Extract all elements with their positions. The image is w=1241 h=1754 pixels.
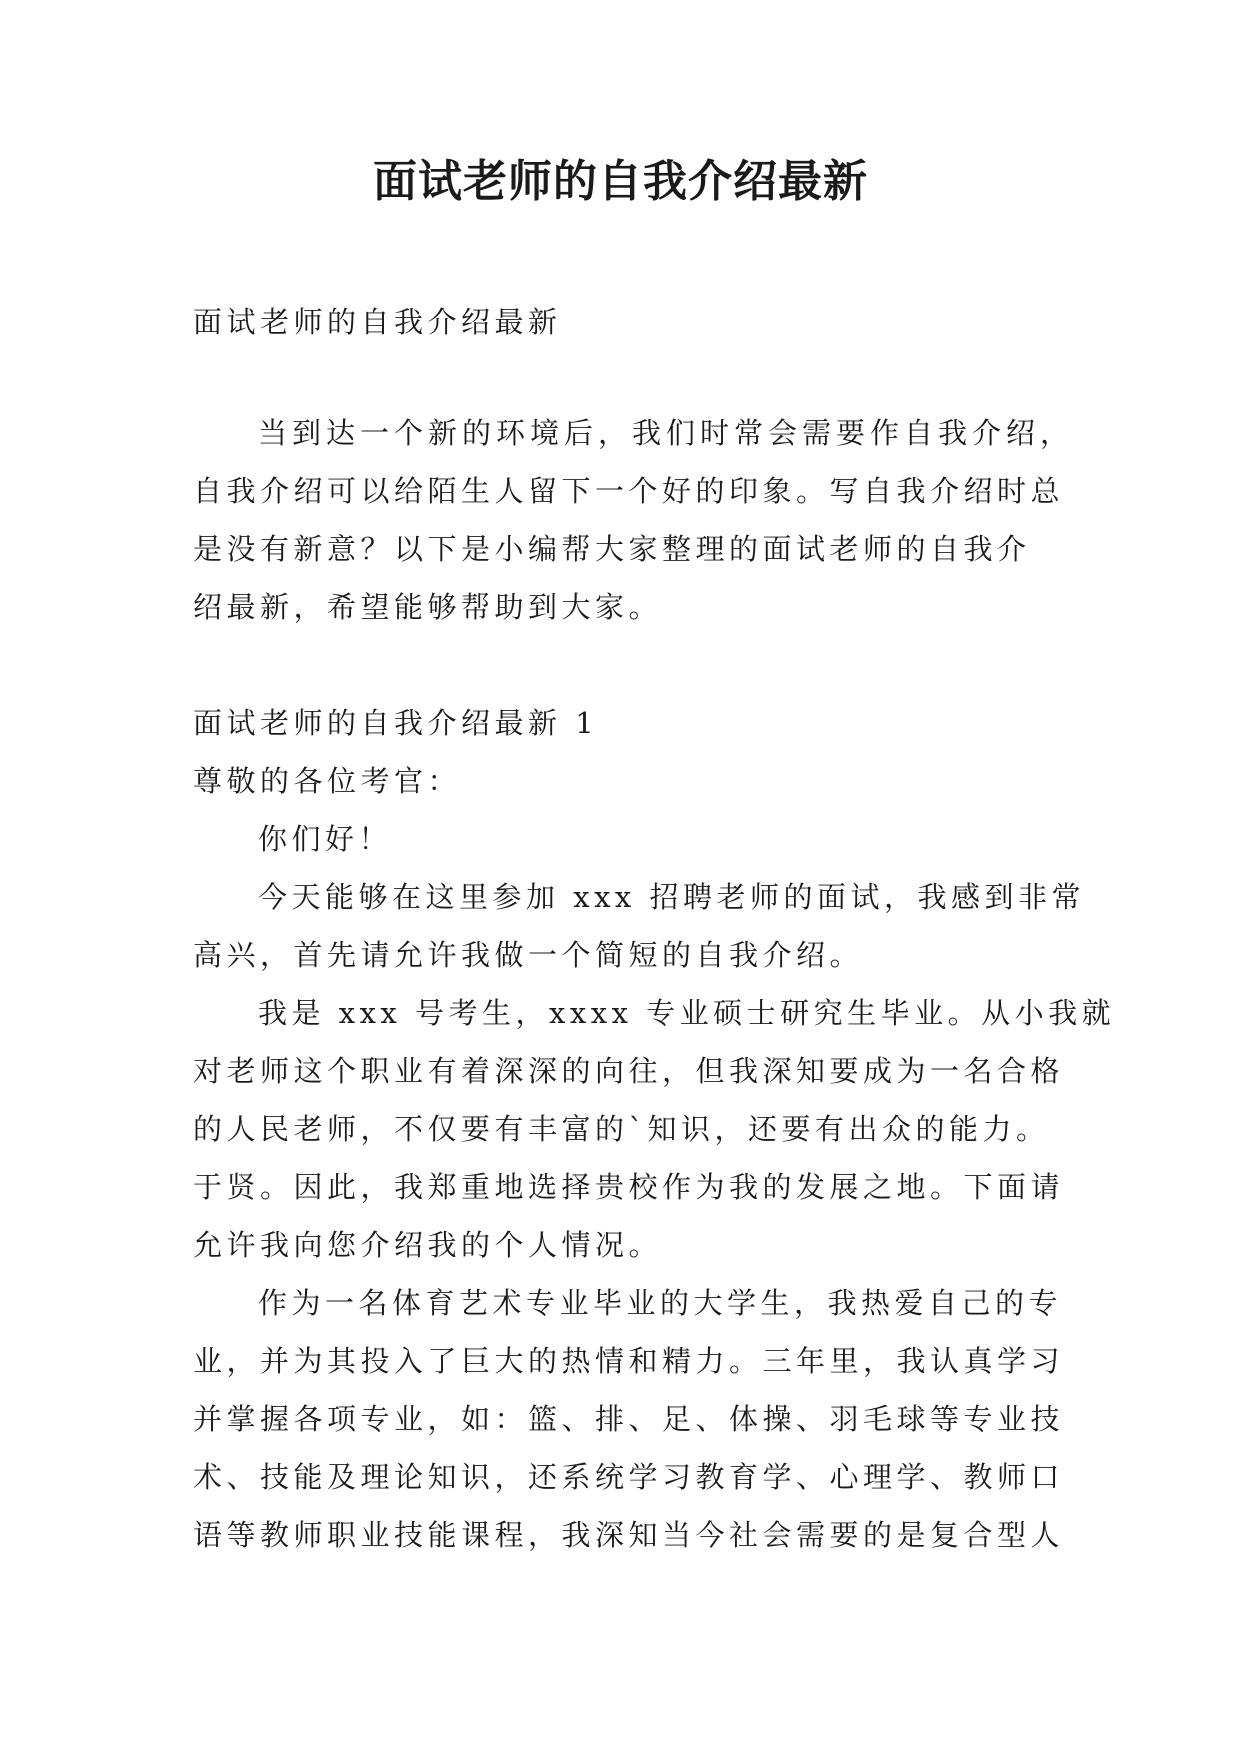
body-line: 允许我向您介绍我的个人情况。 [193, 1228, 663, 1262]
body-line: 并掌握各项专业，如：篮、排、足、体操、羽毛球等专业技 [193, 1402, 1065, 1436]
body-line: 语等教师职业技能课程，我深知当今社会需要的是复合型人 [193, 1518, 1065, 1552]
intro-line: 是没有新意？以下是小编帮大家整理的面试老师的自我介 [193, 532, 1031, 566]
body-line: 于贤。因此，我郑重地选择贵校作为我的发展之地。下面请 [193, 1170, 1065, 1204]
body-line: 的人民老师，不仅要有丰富的`知识，还要有出众的能力。 [193, 1112, 1050, 1146]
body-line: 对老师这个职业有着深深的向往，但我深知要成为一名合格 [193, 1054, 1065, 1088]
salutation: 尊敬的各位考官： [193, 764, 462, 798]
body-line: 术、技能及理论知识，还系统学习教育学、心理学、教师口 [193, 1460, 1065, 1494]
body-line: 业，并为其投入了巨大的热情和精力。三年里，我认真学习 [193, 1344, 1065, 1378]
body-line: 高兴，首先请允许我做一个简短的自我介绍。 [193, 938, 864, 972]
document-subtitle: 面试老师的自我介绍最新 [193, 305, 562, 339]
body-line: 作为一名体育艺术专业毕业的大学生，我热爱自己的专 [258, 1286, 1063, 1320]
section-heading: 面试老师的自我介绍最新 1 [193, 706, 599, 740]
intro-line: 当到达一个新的环境后，我们时常会需要作自我介绍， [258, 416, 1075, 450]
body-line: 今天能够在这里参加 xxx 招聘老师的面试，我感到非常 [258, 880, 1086, 914]
intro-line: 绍最新，希望能够帮助到大家。 [193, 590, 663, 624]
greeting: 你们好！ [258, 822, 393, 856]
body-line: 我是 xxx 号考生，xxxx 专业硕士研究生毕业。从小我就 [258, 996, 1116, 1030]
document-title: 面试老师的自我介绍最新 [373, 156, 868, 207]
intro-line: 自我介绍可以给陌生人留下一个好的印象。写自我介绍时总 [193, 474, 1065, 508]
